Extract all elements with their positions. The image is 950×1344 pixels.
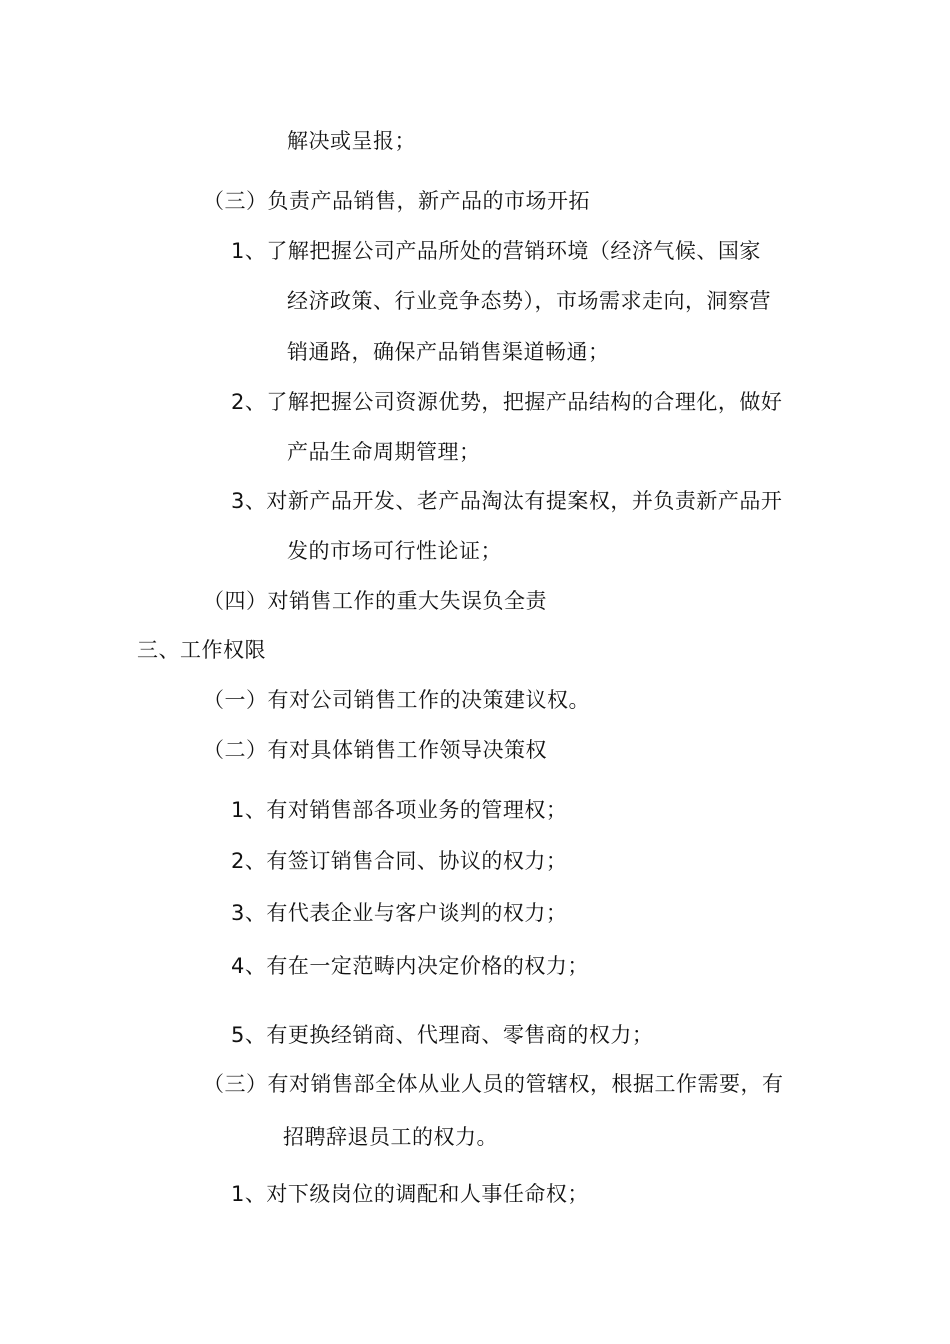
section-heading: （三）负责产品销售，新产品的市场开拓 — [203, 189, 590, 213]
list-item: 2、有签订销售合同、协议的权力； — [231, 849, 568, 873]
text-line: 发的市场可行性论证； — [287, 539, 502, 563]
section-heading: （三）有对销售部全体从业人员的管辖权，根据工作需要，有 — [203, 1072, 784, 1096]
list-item: 1、了解把握公司产品所处的营销环境（经济气候、国家 — [231, 239, 761, 263]
section-heading: （一）有对公司销售工作的决策建议权。 — [203, 688, 590, 712]
list-item: 3、对新产品开发、老产品淘汰有提案权，并负责新产品开 — [231, 489, 783, 513]
section-heading: （二）有对具体销售工作领导决策权 — [203, 738, 547, 762]
section-heading: （四）对销售工作的重大失误负全责 — [203, 589, 547, 613]
list-item: 2、了解把握公司资源优势，把握产品结构的合理化，做好 — [231, 390, 783, 414]
list-item: 4、有在一定范畴内决定价格的权力； — [231, 954, 589, 978]
text-line: 产品生命周期管理； — [287, 440, 481, 464]
text-line: 招聘辞退员工的权力。 — [283, 1125, 498, 1149]
text-line: 解决或呈报； — [287, 129, 416, 153]
list-item: 3、有代表企业与客户谈判的权力； — [231, 901, 568, 925]
text-line: 销通路，确保产品销售渠道畅通； — [287, 340, 610, 364]
list-item: 5、有更换经销商、代理商、零售商的权力； — [231, 1023, 654, 1047]
chapter-heading: 三、工作权限 — [137, 638, 266, 662]
text-line: 经济政策、行业竞争态势），市场需求走向，洞察营 — [287, 289, 771, 313]
list-item: 1、对下级岗位的调配和人事任命权； — [231, 1182, 589, 1206]
list-item: 1、有对销售部各项业务的管理权； — [231, 798, 568, 822]
